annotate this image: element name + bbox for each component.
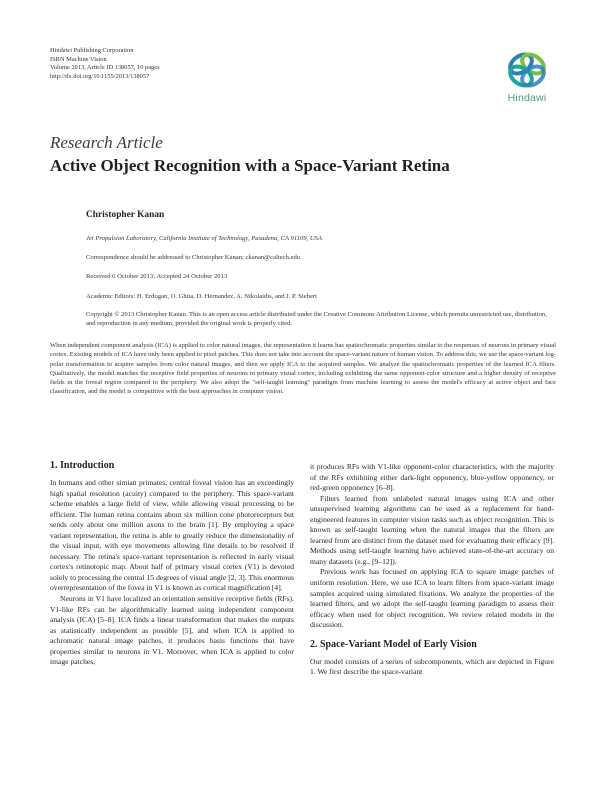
affiliation: Jet Propulsion Laboratory, California Institute of Technology, Pasadena, CA 91109, USA [86, 235, 322, 242]
copyright-notice: Copyright © 2013 Christopher Kanan. This is an open access article distributed under the Creative Commons Attribution License, which permits unrestricted use, distribution, and reproduction in any medium, provided the original work is properly cited. [86, 311, 547, 327]
section-heading-space-variant-model: 2. Space-Variant Model of Early Vision [310, 638, 477, 650]
intro-paragraph-3: it produces RFs with V1-like opponent-color characteristics, with the majority of the RFs exhibiting either dark-light opponency, blue-yellow opponency, or red-green opponency [6–8]. [310, 462, 554, 493]
received-dates: Received 6 October 2013; Accepted 24 October 2013 [86, 273, 228, 280]
left-column [50, 460, 294, 668]
section2-paragraph-1: Our model consists of a series of subcomponents, which are depicted in Figure 1. We first describe the space-variant [310, 656, 554, 677]
publisher: Hindawi Publishing Corporation [50, 47, 134, 54]
doi-link[interactable]: http://dx.doi.org/10.1155/2013/138057 [50, 72, 150, 80]
paper-title: Active Object Recognition with a Space-Variant Retina [50, 156, 450, 175]
intro-paragraph-4: Filters learned from unlabeled natural images using ICA and other unsupervised learning algorithms can be used as a replacement for hand-engineered features in computer vision tasks such as object recognition. This is known as self-taught learning when the natural images that the filters are learned from are distinct from the dataset used for evaluating their efficacy [9]. Methods using self-taught learning have achieved state-of-the-art accuracy on many datasets (e.g., [9–12]). [310, 493, 554, 566]
intro-paragraph-5: Previous work has focused on applying ICA to square image patches of uniform resolution. Here, we use ICA to learn filters from space-variant image samples acquired using simulated fixations. We analyze the properties of the learned filters, and we adopt the self-taught learning paradigm to assess their efficacy when used for object recognition. We review related models in the discussion. [310, 567, 554, 630]
section-heading-introduction: 1. Introduction [50, 460, 115, 471]
journal-name: ISRN Machine Vision [50, 55, 107, 63]
intro-paragraph-2: Neurons in V1 have localized an orientation sensitive receptive fields (RFs). V1-like RFs can be algorithmically learned using independent component analysis (ICA) [5–8]. ICA finds a linear transformation that makes the outputs as statistically independent as possible [5], and when ICA is applied to achromatic natural image patches, it produces basis functions that have properties similar to neurons in V1. Moreover, when ICA is applied to color image patches, [50, 594, 294, 667]
intro-paragraph-1: In humans and other simian primates, central foveal vision has an exceedingly high spatial resolution (acuity) compared to the periphery. This space-variant scheme enables a large field of view, while allowing visual processing to be efficient. The human retina contains about six million cone photoreceptors but sends only about one million axons to the brain [1]. By employing a space variant representation, the retina is able to greatly reduce the dimensionality of the visual input, with eye movements allowing fine details to be resolved if necessary. The retina's space-variant representation is reflected in early visual cortex's retinotopic map. About half of primary visual cortex (V1) is devoted solely to processing the central 15 degrees of visual angle [2, 3]. This enormous overrepresentation of the fovea in V1 is known as cortical magnification [4]. [50, 478, 294, 593]
author-name: Christopher Kanan [86, 210, 165, 220]
journal-header [50, 47, 160, 81]
right-column [310, 462, 554, 678]
article-type: Research Article [50, 133, 163, 152]
abstract: When independent component analysis (ICA) is applied to color natural images, the representation it learns has spatiochromatic properties similar to the responses of neurons in primary visual cortex. Existing models of ICA have only been applied to pixel patches. This does not take into account the space-variant nature of human vision. To address this, we use the space-variant log-polar transformation to acquire samples from color natural images, and then we apply ICA to the acquired samples. We analyze the spatiochromatic properties of the learned ICA filters. Qualitatively, the model matches the receptive field properties of neurons in primary visual cortex, including exhibiting the same opponent-color structure and a higher density of receptive fields in the foveal region compared to the periphery. We also adopt the "self-taught learning" paradigm from machine learning to assess the model's efficacy at active object and face classification, and the model is competitive with the best approaches in computer vision. [50, 342, 556, 396]
academic-editors: Academic Editors: H. Erdogan, O. Ghita, D. Hernandez, A. Nikolaidis, and J. P. Siebert [86, 293, 317, 300]
hindawi-logo-text: Hindawi [507, 92, 547, 104]
correspondence: Correspondence should be addressed to Christopher Kanan; ckanan@caltech.edu [86, 254, 301, 261]
volume-info: Volume 2013, Article ID 138057, 10 pages [50, 64, 160, 72]
